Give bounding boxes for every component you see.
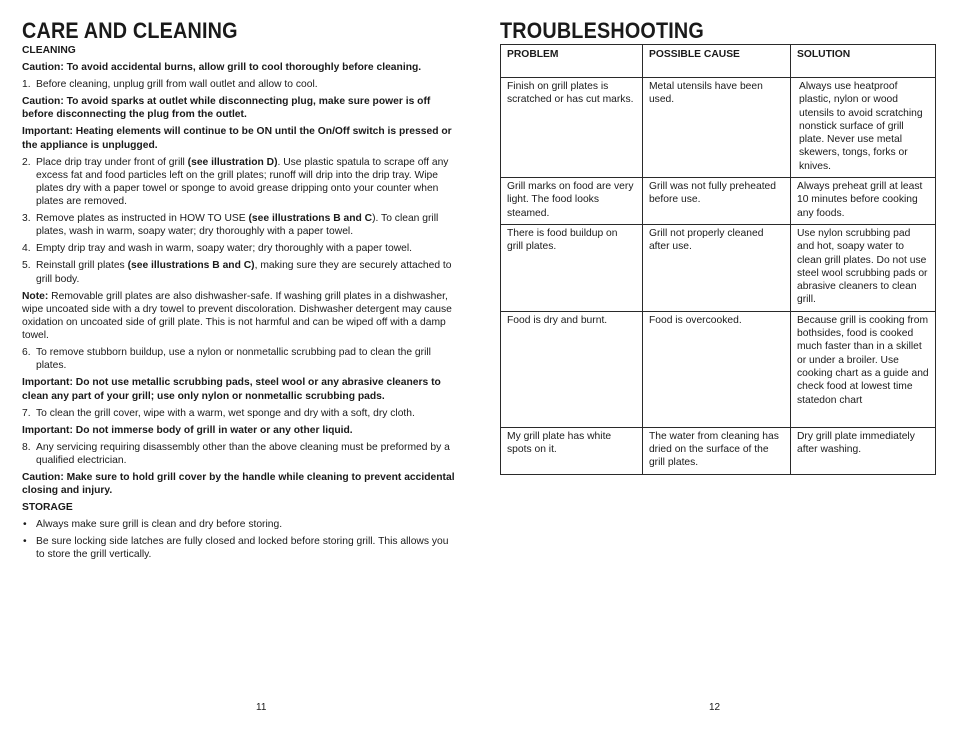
cleaning-step-5 bbox=[22, 259, 456, 285]
cleaning-step-3 bbox=[22, 212, 456, 238]
step-text: Before cleaning, unplug grill from wall outlet and allow to cool. bbox=[36, 79, 318, 91]
storage-item-1 bbox=[22, 518, 456, 531]
cause-cell: Grill was not fully preheated before use. bbox=[642, 178, 790, 225]
problem-cell: Finish on grill plates is scratched or has cut marks. bbox=[501, 78, 643, 178]
problem-cell: My grill plate has white spots on it. bbox=[501, 427, 643, 474]
caution-sparks: Caution: To avoid sparks at outlet while disconnecting plug, make sure power is off before disconnecting the plug from the outlet. bbox=[22, 96, 431, 121]
step-number: 3. bbox=[22, 213, 31, 225]
cause-cell: The water from cleaning has dried on the surface of the grill plates. bbox=[642, 427, 790, 474]
important-no-metallic-pads: Important: Do not use metallic scrubbing pads, steel wool or any abrasive cleaners to clean any part of your grill; use only nylon or nonmetallic scrubbing pads. bbox=[22, 377, 441, 402]
step-number: 5. bbox=[22, 260, 31, 272]
troubleshooting-table bbox=[500, 44, 936, 475]
table-row bbox=[501, 78, 936, 178]
header-problem: PROBLEM bbox=[501, 45, 643, 78]
illustration-reference: (see illustrations B and C bbox=[248, 213, 373, 225]
step-number: 8. bbox=[22, 441, 31, 453]
page-number-left: 11 bbox=[256, 702, 267, 713]
step-number: 6. bbox=[22, 347, 31, 359]
solution-cell: Always use heatproof plastic, nylon or wood utensils to avoid scratching nonstick surface of grill plate. Never use metal skewers, tongs, forks or knives. bbox=[790, 78, 935, 178]
solution-cell: Use nylon scrubbing pad and hot, soapy water to clean grill plates. Do not use steel wool scrubbing pads or abrasive cleaners to clean grill. bbox=[790, 224, 935, 311]
cause-cell: Food is overcooked. bbox=[642, 311, 790, 427]
solution-cell: Because grill is cooking from bothsides, food is cooked much faster than in a skillet or under a broiler. Use cooking chart as a guide and check food at lowest time statedon chart bbox=[790, 311, 935, 427]
caution-hold-cover: Caution: Make sure to hold grill cover by the handle while cleaning to prevent accidental closing and injury. bbox=[22, 471, 455, 497]
cleaning-step-7 bbox=[22, 407, 456, 420]
table-header-row bbox=[501, 45, 936, 78]
step-text: Remove plates as instructed in HOW TO USE bbox=[36, 213, 249, 225]
cause-cell: Grill not properly cleaned after use. bbox=[642, 224, 790, 311]
problem-cell: Food is dry and burnt. bbox=[501, 311, 643, 427]
care-and-cleaning-body bbox=[22, 44, 456, 565]
cause-cell: Metal utensils have been used. bbox=[642, 78, 790, 178]
cleaning-step-1 bbox=[22, 78, 456, 91]
illustration-reference: (see illustration D) bbox=[187, 156, 278, 168]
step-number: 4. bbox=[22, 243, 31, 255]
step-text: Any servicing requiring disassembly other than the above cleaning must be preformed by a qualified electrician. bbox=[36, 441, 450, 466]
solution-cell: Dry grill plate immediately after washing. bbox=[790, 427, 935, 474]
table-row bbox=[501, 427, 936, 474]
step-number: 7. bbox=[22, 407, 31, 419]
cleaning-heading: CLEANING bbox=[22, 45, 76, 56]
cleaning-step-4 bbox=[22, 242, 456, 255]
table-row bbox=[501, 311, 936, 427]
bullet: • bbox=[23, 536, 27, 548]
header-solution: SOLUTION bbox=[790, 45, 935, 78]
solution-cell: Always preheat grill at least 10 minutes before cooking any foods. bbox=[790, 178, 935, 225]
note-text: Removable grill plates are also dishwasher-safe. If washing grill plates in a dishwasher, wipe uncoated side with a dry towel to prevent discoloration. Dishwasher detergent may cause oxidation on uncoated side of grill plate. This is not harmful and can be wiped off with a damp towel. bbox=[22, 290, 452, 342]
step-text: To remove stubborn buildup, use a nylon or nonmetallic scrubbing pad to clean the grill plates. bbox=[36, 347, 431, 372]
cleaning-step-8 bbox=[22, 441, 456, 467]
table-row bbox=[501, 224, 936, 311]
step-text: ). To clean grill plates, wash in warm, soapy water; dry thoroughly with a paper towel. bbox=[36, 213, 439, 238]
dishwasher-note bbox=[22, 290, 456, 343]
step-text: , making sure they are securely attached to grill body. bbox=[36, 260, 452, 285]
problem-cell: There is food buildup on grill plates. bbox=[501, 224, 643, 311]
step-text: . Use plastic spatula to scrape off any excess fat and food particles left on the grill plates; runoff will drip into the drip tray. Wipe plates dry with a paper towel or sponge to avoid grease dripping onto your counter when plates are removed. bbox=[36, 156, 449, 208]
page-number-right: 12 bbox=[709, 702, 721, 713]
troubleshooting-title: TROUBLESHOOTING bbox=[500, 18, 705, 43]
step-text: Place drip tray under front of grill bbox=[36, 156, 188, 168]
storage-heading: STORAGE bbox=[22, 502, 73, 514]
important-do-not-immerse: Important: Do not immerse body of grill in water or any other liquid. bbox=[22, 424, 353, 436]
step-text: To clean the grill cover, wipe with a warm, wet sponge and dry with a soft, dry cloth. bbox=[36, 407, 415, 419]
step-number: 1. bbox=[22, 79, 31, 91]
care-and-cleaning-title: CARE AND CLEANING bbox=[22, 18, 238, 43]
storage-text: Be sure locking side latches are fully closed and locked before storing grill. This allows you to store the grill vertically. bbox=[36, 536, 449, 561]
important-heating-elements: Important: Heating elements will continue to be ON until the On/Off switch is pressed or the appliance is unplugged. bbox=[22, 126, 452, 151]
cleaning-step-6 bbox=[22, 346, 456, 372]
step-number: 2. bbox=[22, 156, 31, 168]
storage-item-2 bbox=[22, 535, 456, 561]
problem-cell: Grill marks on food are very light. The food looks steamed. bbox=[501, 178, 643, 225]
header-possible-cause: POSSIBLE CAUSE bbox=[642, 45, 790, 78]
storage-text: Always make sure grill is clean and dry before storing. bbox=[36, 519, 283, 531]
caution-burns: Caution: To avoid accidental burns, allow grill to cool thoroughly before cleaning. bbox=[22, 62, 422, 74]
cleaning-step-2 bbox=[22, 156, 456, 209]
step-text: Empty drip tray and wash in warm, soapy water; dry thoroughly with a paper towel. bbox=[36, 243, 413, 255]
note-label: Note: bbox=[22, 290, 49, 302]
step-text: Reinstall grill plates bbox=[36, 260, 128, 272]
table-row bbox=[501, 178, 936, 225]
bullet: • bbox=[23, 519, 27, 531]
illustration-reference: (see illustrations B and C) bbox=[127, 260, 255, 272]
